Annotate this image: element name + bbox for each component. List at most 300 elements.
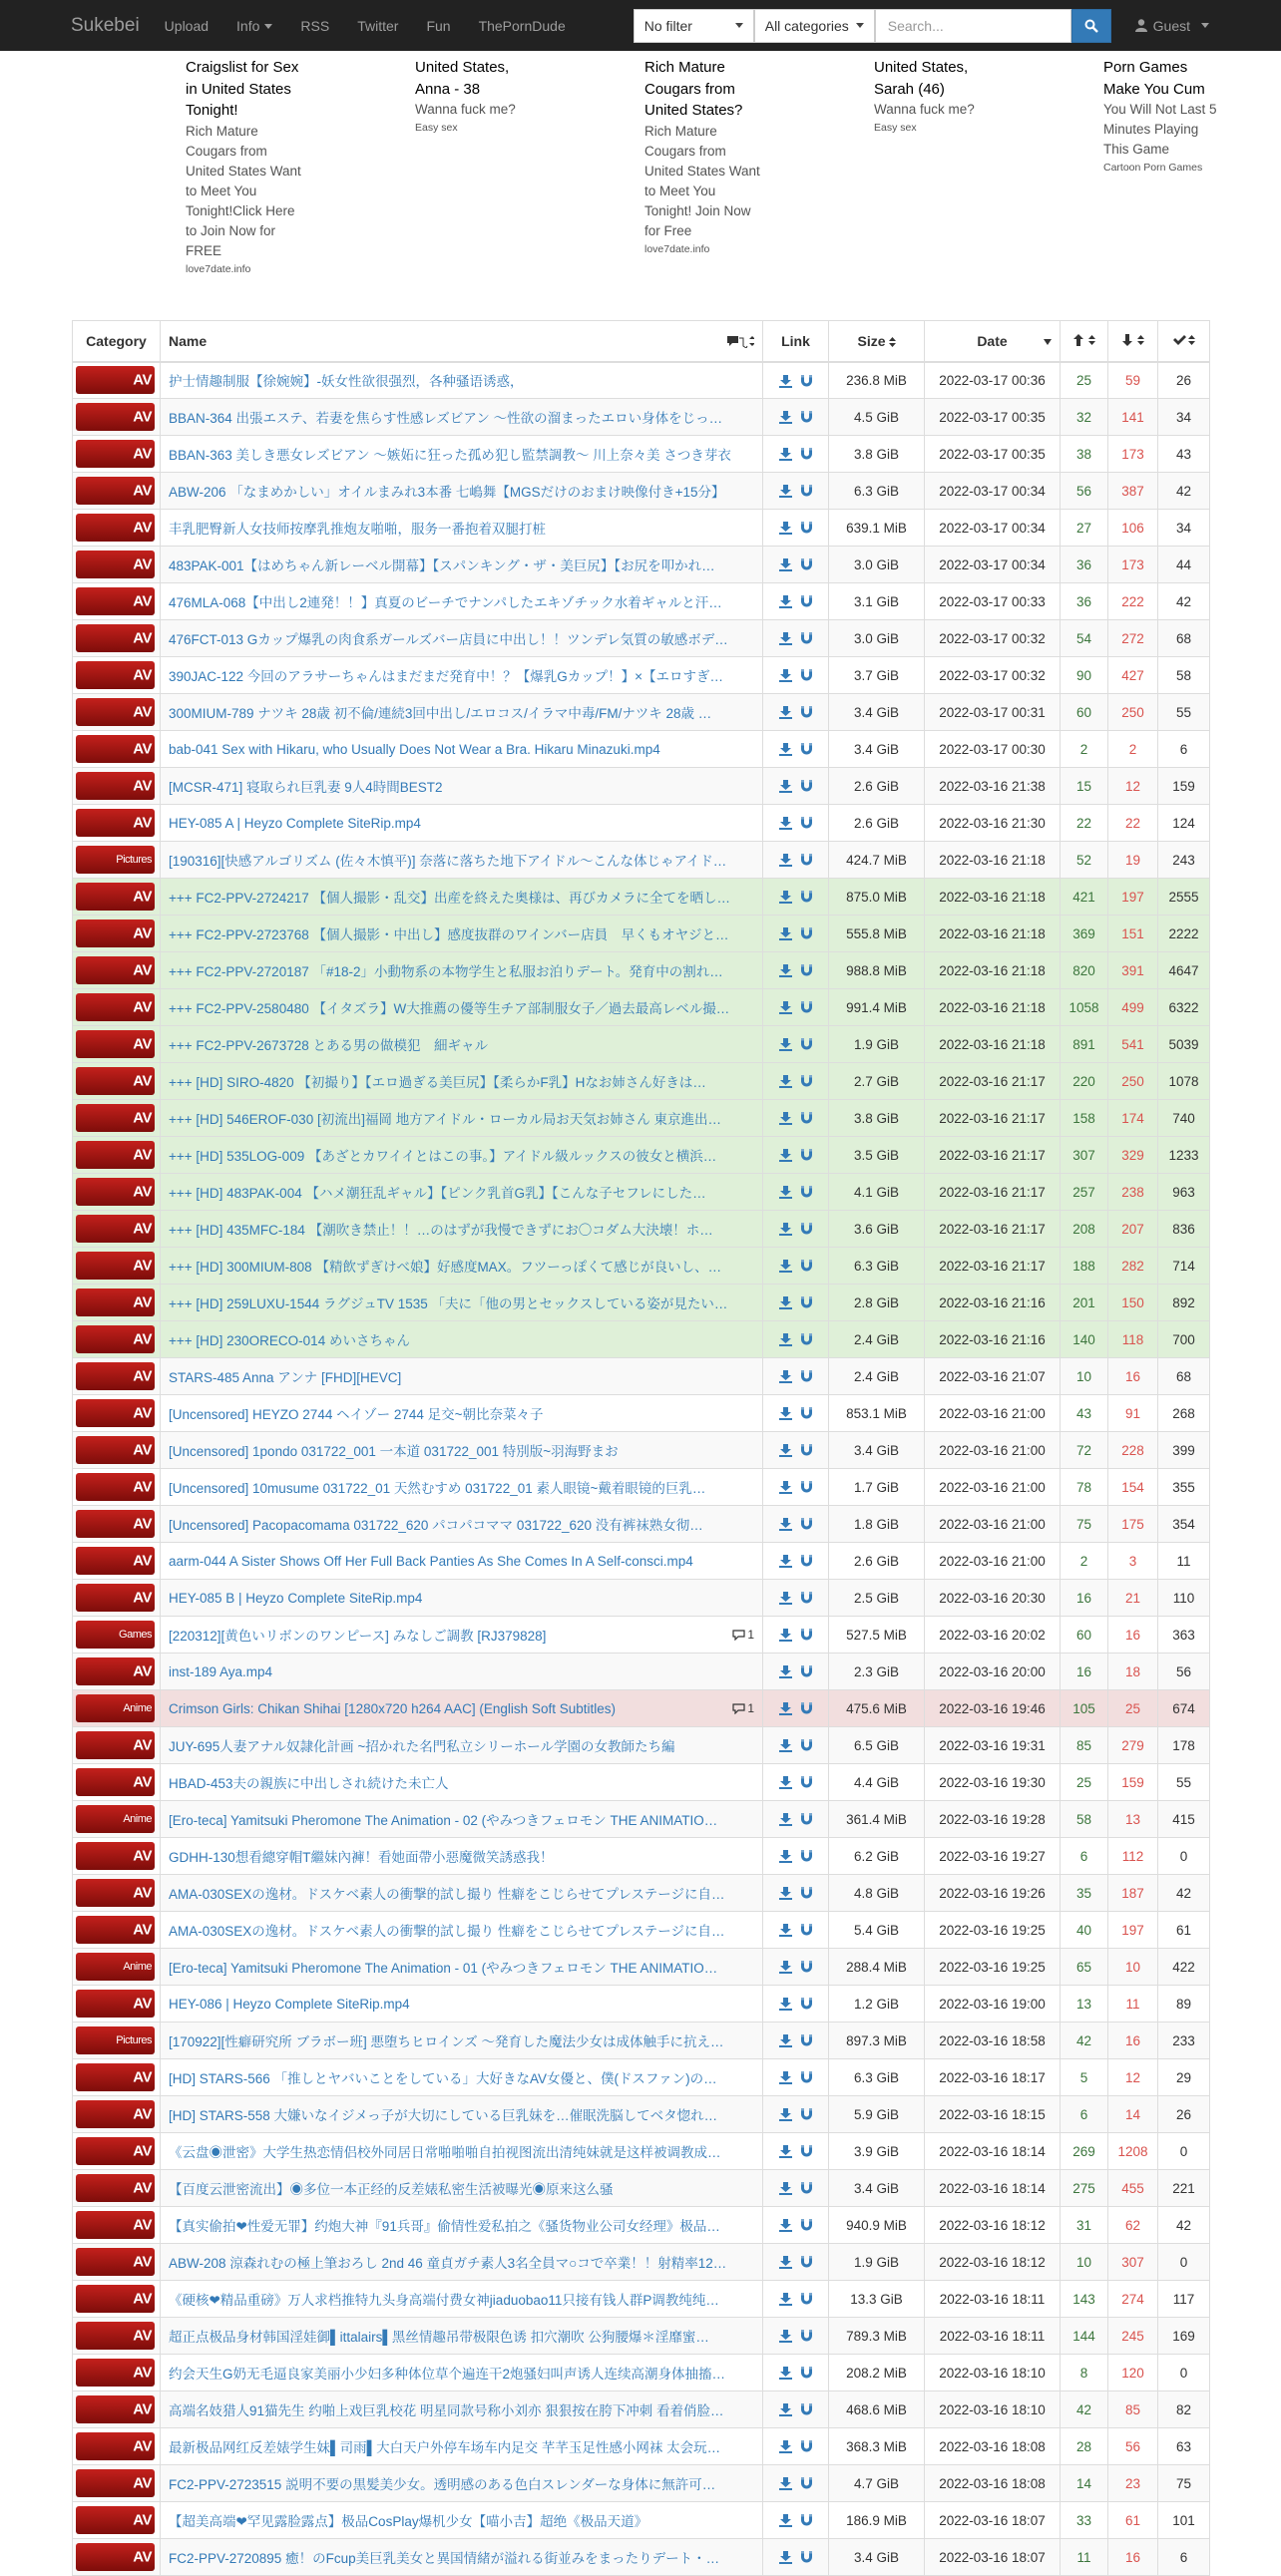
download-torrent-link[interactable]	[775, 890, 796, 905]
magnet-link[interactable]	[796, 1185, 817, 1200]
magnet-link[interactable]	[796, 1222, 817, 1237]
torrent-title-link[interactable]: FC2-PPV-2720895 癒！のFcup美巨乳美女と異国情緒が溢れる街並みをまったりデート・…	[169, 2551, 720, 2566]
name-cell	[161, 1137, 763, 1174]
category-select[interactable]	[754, 9, 875, 43]
download-torrent-link[interactable]	[775, 2144, 796, 2159]
filter-select[interactable]	[634, 9, 754, 43]
torrent-title-link[interactable]: [HD] STARS-566 「推しとヤバいことをしている」大好きなAV女優と、僕(ドスファン)の…	[169, 2071, 717, 2086]
torrent-title-link[interactable]: HEY-085 B | Heyzo Complete SiteRip.mp4	[169, 1590, 423, 1606]
category-badge[interactable]	[76, 440, 155, 468]
magnet-icon	[800, 558, 813, 571]
torrent-title-link[interactable]: 护士情趣制服【徐婉婉】-妖女性欲很强烈，各种骚语诱惑，	[169, 374, 524, 390]
name-cell	[161, 1248, 763, 1285]
category-badge[interactable]	[76, 1288, 155, 1316]
torrent-title-link[interactable]: +++ [HD] 300MIUM-808 【精飲ずぎけべ娘】好感度MAX。フツーっぽくて感じが良いし、…	[169, 1260, 722, 1275]
category-badge[interactable]	[76, 1805, 155, 1833]
torrent-title-link[interactable]: GDHH-130想看總穿帽T繼妹內褲！看她面帶小惡魔微笑誘惑我！	[169, 1850, 554, 1865]
category-badge[interactable]	[76, 1584, 155, 1612]
download-torrent-link[interactable]	[775, 1997, 796, 2012]
magnet-link[interactable]	[796, 1554, 817, 1569]
download-torrent-link[interactable]	[775, 853, 796, 868]
header-size[interactable]	[829, 321, 925, 362]
download-torrent-link[interactable]	[775, 1701, 796, 1716]
torrent-title-link[interactable]: [170922][性癖研究所 ブラボー班] 悪堕ちヒロインズ ～発育した魔法少女は成体触手に抗え…	[169, 2034, 724, 2049]
magnet-link[interactable]	[796, 1332, 817, 1347]
download-torrent-link[interactable]	[775, 594, 796, 609]
category-cell	[73, 2170, 161, 2207]
torrent-title-link[interactable]: JUY-695人妻アナル奴隷化計画 ~招かれた名門私立シリーホール学園の女教師たち編	[169, 1739, 675, 1754]
ad-banner	[0, 51, 1281, 320]
nav-upload[interactable]: Upload	[164, 17, 210, 34]
torrent-title-link[interactable]: [Uncensored] 10musume 031722_01 天然むすめ 031722_01 素人眼镜~戴着眼镜的巨乳…	[169, 1481, 706, 1496]
download-torrent-link[interactable]	[775, 2070, 796, 2085]
magnet-link[interactable]	[796, 1849, 817, 1864]
category-badge[interactable]	[76, 514, 155, 542]
magnet-link[interactable]	[796, 2366, 817, 2381]
size-cell: 4.5 GiB	[829, 399, 925, 436]
category-badge[interactable]	[76, 1215, 155, 1243]
torrent-title-link[interactable]: 高端名妓猎人91猫先生 约啪上戏巨乳校花 明星同款号称小刘亦 狠狠按在胯下冲刺 看着俏脸…	[169, 2403, 724, 2418]
torrent-title-link[interactable]: [Ero-teca] Yamitsuki Pheromone The Animation - 02 (やみつきフェロモン THE ANIMATIO…	[169, 1813, 718, 1828]
magnet-link[interactable]	[796, 1886, 817, 1901]
magnet-link[interactable]	[796, 1406, 817, 1421]
ad-item[interactable]	[874, 57, 994, 134]
magnet-link[interactable]	[796, 2070, 817, 2085]
download-torrent-link[interactable]	[775, 1443, 796, 1458]
torrent-title-link[interactable]: [190316][快感アルゴリズム (佐々木慎平)] 奈落に落ちた地下アイドル～こんな体じゃアイド…	[169, 854, 727, 869]
torrent-title-link[interactable]: [Uncensored] Pacopacomama 031722_620 パコパコママ 031722_620 没有裤袜熟女彻…	[169, 1518, 703, 1533]
category-badge[interactable]	[76, 2211, 155, 2239]
magnet-link[interactable]	[796, 1628, 817, 1643]
magnet-link[interactable]	[796, 2292, 817, 2307]
magnet-link[interactable]	[796, 1923, 817, 1938]
torrent-title-link[interactable]: bab-041 Sex with Hikaru, who Usually Does Not Wear a Bra. Hikaru Minazuki.mp4	[169, 741, 660, 757]
comment-icon	[732, 1630, 745, 1641]
torrent-title-link[interactable]: [Ero-teca] Yamitsuki Pheromone The Animation - 01 (やみつきフェロモン THE ANIMATIO…	[169, 1961, 718, 1976]
nav-theporndude[interactable]: ThePornDude	[478, 17, 566, 34]
download-torrent-link[interactable]	[775, 1480, 796, 1495]
magnet-link[interactable]	[796, 1812, 817, 1827]
torrent-title-link[interactable]: Crimson Girls: Chikan Shihai [1280x720 h264 AAC] (English Soft Subtitles)	[169, 1700, 616, 1716]
header-leechers[interactable]	[1108, 321, 1158, 362]
category-badge[interactable]	[76, 661, 155, 689]
torrent-title-link[interactable]: +++ [HD] 535LOG-009 【あざとカワイイとはこの事。】アイドル級ルックスの彼女と横浜…	[169, 1149, 717, 1164]
download-torrent-link[interactable]	[775, 1148, 796, 1163]
download-torrent-link[interactable]	[775, 1886, 796, 1901]
magnet-link[interactable]	[796, 853, 817, 868]
magnet-link[interactable]	[796, 1997, 817, 2012]
magnet-link[interactable]	[796, 2107, 817, 2122]
download-torrent-link[interactable]	[775, 2107, 796, 2122]
magnet-link[interactable]	[796, 1480, 817, 1495]
download-torrent-link[interactable]	[775, 816, 796, 831]
torrent-title-link[interactable]: [HD] STARS-558 大嫌いなイジメっ子が大切にしている巨乳妹を…催眠洗脳してベタ惚れ…	[169, 2108, 718, 2123]
completed-cell: 363	[1158, 1617, 1210, 1654]
download-torrent-link[interactable]	[775, 2513, 796, 2528]
magnet-link[interactable]	[796, 2218, 817, 2233]
magnet-link[interactable]	[796, 1775, 817, 1790]
category-label: AV	[133, 1404, 152, 1422]
torrent-title-link[interactable]: +++ FC2-PPV-2720187 「#18-2」小動物系の本物学生と私服お泊りデート。発育中の割れ…	[169, 964, 723, 979]
category-badge[interactable]	[76, 1657, 155, 1685]
table-row	[73, 1137, 1210, 1174]
download-torrent-link[interactable]	[775, 1812, 796, 1827]
torrent-title-link[interactable]: ABW-208 涼森れむの極上筆おろし 2nd 46 童貞ガチ素人3名全員マ○コで卒業！！射精率12…	[169, 2256, 727, 2271]
category-badge[interactable]	[76, 846, 155, 874]
category-badge[interactable]	[76, 1953, 155, 1981]
magnet-link[interactable]	[796, 2255, 817, 2270]
category-badge[interactable]	[76, 551, 155, 578]
torrent-title-link[interactable]: 390JAC-122 今回のアラサーちゃんはまだまだ発育中！？【爆乳Gカップ！】×【エロすぎ…	[169, 669, 724, 684]
torrent-title-link[interactable]: AMA-030SEXの逸材。ドスケベ素人の衝撃的試し撮り 性癖をこじらせてプレステージに自…	[169, 1924, 725, 1939]
magnet-link[interactable]	[796, 2329, 817, 2344]
category-badge[interactable]	[76, 2395, 155, 2423]
torrent-title-link[interactable]: 【真实偷拍❤性爱无罪】约炮大神『91兵哥』偷情性爱私拍之《骚货物业公司女经理》极品…	[169, 2219, 720, 2234]
leechers-cell: 112	[1108, 1838, 1158, 1875]
category-badge[interactable]	[76, 2248, 155, 2276]
category-badge[interactable]	[76, 1030, 155, 1058]
comments-sort-icon[interactable]	[726, 334, 754, 351]
download-torrent-link[interactable]	[775, 1369, 796, 1384]
category-badge[interactable]	[76, 1067, 155, 1095]
download-torrent-link[interactable]	[775, 2181, 796, 2196]
torrent-title-link[interactable]: +++ [HD] 259LUXU-1544 ラグジュTV 1535 「夫に「他の男とセックスしている姿が見たい…	[169, 1296, 728, 1311]
magnet-link[interactable]	[796, 1369, 817, 1384]
torrent-title-link[interactable]: inst-189 Aya.mp4	[169, 1663, 273, 1679]
download-torrent-link[interactable]	[775, 2329, 796, 2344]
search-button[interactable]	[1071, 9, 1111, 43]
torrent-title-link[interactable]: 超正点极品身材韩国淫娃御▌ittalairs▌黑丝情趣吊带极限色诱 扣穴潮吹 公狗腰爆＊淫靡蜜…	[169, 2330, 709, 2345]
download-torrent-link[interactable]	[775, 1849, 796, 1864]
torrent-title-link[interactable]: 最新极品网红反差婊学生妹▌司雨▌大白天户外停车场车内足交 芊芊玉足性感小网袜 太会玩…	[169, 2440, 721, 2455]
category-cell	[73, 1432, 161, 1469]
user-menu[interactable]	[1135, 18, 1209, 34]
magnet-link[interactable]	[796, 963, 817, 978]
torrent-title-link[interactable]: 《云盘◉泄密》大学生热恋情侣校外同居日常啪啪啪自拍视图流出清纯妹就是这样被调教成…	[169, 2145, 721, 2160]
nav-twitter[interactable]: Twitter	[357, 17, 399, 34]
download-torrent-link[interactable]	[775, 447, 796, 462]
download-torrent-link[interactable]	[775, 1628, 796, 1643]
magnet-icon	[800, 1481, 813, 1494]
category-badge[interactable]	[76, 2174, 155, 2202]
magnet-link[interactable]	[796, 557, 817, 572]
magnet-link[interactable]	[796, 2033, 817, 2048]
magnet-link[interactable]	[796, 890, 817, 905]
magnet-link[interactable]	[796, 1037, 817, 1052]
comments-link[interactable]	[732, 1701, 754, 1715]
download-torrent-link[interactable]	[775, 2550, 796, 2565]
category-badge[interactable]	[76, 477, 155, 505]
category-badge[interactable]	[76, 1104, 155, 1132]
category-badge[interactable]	[76, 2432, 155, 2460]
magnet-link[interactable]	[796, 594, 817, 609]
torrent-title-link[interactable]: +++ FC2-PPV-2580480 【イタズラ】W大推薦の優等生チア部制服女子／過去最高レベル撮…	[169, 1001, 730, 1016]
download-torrent-link[interactable]	[775, 2402, 796, 2417]
magnet-icon	[800, 2034, 813, 2047]
download-torrent-link[interactable]	[775, 1295, 796, 1310]
date-cell: 2022-03-17 00:30	[925, 731, 1061, 768]
category-badge[interactable]	[76, 1473, 155, 1501]
download-torrent-link[interactable]	[775, 1554, 796, 1569]
category-label: AV	[133, 1736, 152, 1754]
magnet-link[interactable]	[796, 631, 817, 646]
category-badge[interactable]	[76, 1916, 155, 1944]
torrent-title-link[interactable]: ABW-206 「なまめかしい」オイルまみれ3本番 七嶋舞【MGSだけのおまけ映像付き+15分】	[169, 485, 725, 500]
header-completed[interactable]	[1158, 321, 1210, 362]
category-badge[interactable]	[76, 1510, 155, 1538]
magnet-link[interactable]	[796, 1517, 817, 1532]
torrent-title-link[interactable]: 【超美高端❤罕见露脸露点】极品CosPlay爆机少女【喵小吉】超绝《极品天道》	[169, 2514, 648, 2529]
category-badge[interactable]	[76, 2359, 155, 2387]
download-torrent-link[interactable]	[775, 2439, 796, 2454]
torrent-title-link[interactable]: 【百度云泄密流出】◉多位一本正经的反差婊私密生活被曝光◉原来这么骚	[169, 2182, 614, 2197]
header-date[interactable]	[925, 321, 1061, 362]
torrent-title-link[interactable]: +++ [HD] 435MFC-184 【潮吹き禁止！！…のはずが我慢できずにお〇コダム大決壊！ホ…	[169, 1223, 713, 1238]
magnet-icon	[800, 1813, 813, 1826]
download-torrent-link[interactable]	[775, 410, 796, 425]
magnet-link[interactable]	[796, 779, 817, 794]
torrent-title-link[interactable]: +++ [HD] 230ORECO-014 めいさちゃん	[169, 1333, 410, 1348]
nav-info[interactable]	[236, 18, 272, 34]
download-torrent-link[interactable]	[775, 557, 796, 572]
category-badge[interactable]	[76, 1436, 155, 1464]
category-badge[interactable]	[76, 1621, 155, 1649]
category-badge[interactable]	[76, 1768, 155, 1796]
download-torrent-link[interactable]	[775, 1185, 796, 1200]
download-torrent-link[interactable]	[775, 521, 796, 536]
nav-rss[interactable]: RSS	[300, 17, 330, 34]
download-torrent-link[interactable]	[775, 2255, 796, 2270]
category-badge[interactable]	[76, 1990, 155, 2018]
download-torrent-link[interactable]	[775, 1406, 796, 1421]
brand-link[interactable]: Sukebei	[71, 14, 140, 36]
torrent-title-link[interactable]: [Uncensored] HEYZO 2744 ヘイゾー 2744 足交~朝比奈菜々子	[169, 1407, 544, 1422]
download-torrent-link[interactable]	[775, 1037, 796, 1052]
link-cell	[763, 1580, 829, 1617]
download-torrent-link[interactable]	[775, 2218, 796, 2233]
torrent-title-link[interactable]: 300MIUM-789 ナツキ 28歳 初不倫/連続3回中出し/エロコス/イラマ中毒/FM/ナツキ 28歳 …	[169, 706, 712, 721]
download-torrent-link[interactable]	[775, 1664, 796, 1679]
torrent-title-link[interactable]: +++ FC2-PPV-2723768 【個人撮影・中出し】感度抜群のワインバー店員 早くもオヤジと…	[169, 927, 729, 942]
category-badge[interactable]	[76, 772, 155, 800]
torrent-title-link[interactable]: 约会天生G奶无毛逼良家美丽小少妇多种体位草个遍连干2炮骚妇叫声诱人连续高潮身体抽搐…	[169, 2367, 726, 2382]
header-name[interactable]	[161, 321, 763, 362]
ad-item[interactable]	[1103, 57, 1223, 174]
download-torrent-link[interactable]	[775, 2476, 796, 2491]
category-badge[interactable]	[76, 1362, 155, 1390]
category-badge[interactable]	[76, 920, 155, 947]
seeders-cell: 13	[1061, 1986, 1108, 2023]
category-badge[interactable]	[76, 1141, 155, 1169]
magnet-link[interactable]	[796, 447, 817, 462]
leechers-cell: 12	[1108, 2059, 1158, 2096]
name-cell	[161, 916, 763, 952]
torrent-title-link[interactable]: BBAN-363 美しき悪女レズビアン ～嫉妬に狂った孤め犯し監禁調教～ 川上奈々美 さつき芽衣	[169, 448, 731, 463]
completed-cell: 415	[1158, 1801, 1210, 1838]
torrent-title-link[interactable]: 483PAK-001【はめちゃん新レーベル開幕】【スパンキング・ザ・美巨尻】【お尻を叩かれ…	[169, 558, 715, 573]
torrent-title-link[interactable]: HEY-086 | Heyzo Complete SiteRip.mp4	[169, 1996, 410, 2012]
magnet-link[interactable]	[796, 668, 817, 683]
comments-link[interactable]	[732, 1628, 754, 1642]
magnet-link[interactable]	[796, 1960, 817, 1975]
magnet-link[interactable]	[796, 1111, 817, 1126]
magnet-icon	[800, 1260, 813, 1273]
download-torrent-link[interactable]	[775, 2292, 796, 2307]
category-badge[interactable]	[76, 1325, 155, 1353]
download-torrent-link[interactable]	[775, 963, 796, 978]
category-badge[interactable]	[76, 2469, 155, 2497]
download-torrent-link[interactable]	[775, 631, 796, 646]
download-icon	[779, 2293, 792, 2306]
torrent-title-link[interactable]: aarm-044 A Sister Shows Off Her Full Back Panties As She Comes In A Self-consci.mp4	[169, 1553, 693, 1569]
torrent-title-link[interactable]: HBAD-453夫の親族に中出しされ続けた未亡人	[169, 1776, 449, 1791]
link-cell	[763, 2465, 829, 2502]
magnet-link[interactable]	[796, 2550, 817, 2565]
download-torrent-link[interactable]	[775, 484, 796, 499]
category-badge[interactable]	[76, 2506, 155, 2534]
category-badge[interactable]	[76, 698, 155, 726]
download-torrent-link[interactable]	[775, 2366, 796, 2381]
category-badge[interactable]	[76, 809, 155, 837]
download-torrent-link[interactable]	[775, 1000, 796, 1015]
category-badge[interactable]	[76, 2285, 155, 2313]
torrent-title-link[interactable]: STARS-485 Anna アンナ [FHD][HEVC]	[169, 1370, 402, 1385]
magnet-link[interactable]	[796, 410, 817, 425]
magnet-link[interactable]	[796, 1443, 817, 1458]
magnet-link[interactable]	[796, 742, 817, 757]
magnet-link[interactable]	[796, 1074, 817, 1089]
torrent-title-link[interactable]: 476MLA-068【中出し2連発！！】真夏のビーチでナンパしたエキゾチック水着ギャルと汗…	[169, 595, 722, 610]
download-torrent-link[interactable]	[775, 1923, 796, 1938]
torrent-title-link[interactable]: +++ FC2-PPV-2724217 【個人撮影・乱交】出産を終えた奥様は、再びカメラに全てを晒し…	[169, 891, 730, 906]
torrent-title-link[interactable]: 丰乳肥臀新人女技师按摩乳推炮友啪啪，服务一番抱着双腿打桩	[169, 522, 546, 537]
magnet-link[interactable]	[796, 1259, 817, 1274]
magnet-link[interactable]	[796, 1295, 817, 1310]
category-badge[interactable]	[76, 883, 155, 911]
download-torrent-link[interactable]	[775, 926, 796, 941]
download-torrent-link[interactable]	[775, 1222, 796, 1237]
category-badge[interactable]	[76, 587, 155, 615]
category-badge[interactable]	[76, 2063, 155, 2091]
download-torrent-link[interactable]	[775, 1591, 796, 1606]
category-badge[interactable]	[76, 2137, 155, 2165]
category-badge[interactable]	[76, 2100, 155, 2128]
category-badge[interactable]	[76, 956, 155, 984]
category-badge[interactable]	[76, 2543, 155, 2571]
download-torrent-link[interactable]	[775, 1074, 796, 1089]
torrent-title-link[interactable]: AMA-030SEXの逸材。ドスケベ素人の衝撃的試し撮り 性癖をこじらせてプレステージに自…	[169, 1887, 725, 1902]
category-cell	[73, 1026, 161, 1063]
category-label: AV	[133, 1515, 152, 1533]
download-torrent-link[interactable]	[775, 1960, 796, 1975]
table-row	[73, 916, 1210, 952]
magnet-link[interactable]	[796, 926, 817, 941]
torrent-title-link[interactable]: +++ [HD] 483PAK-004 【ハメ潮狂乱ギャル】【ピンク乳首G乳】【こんな子セフレにした…	[169, 1186, 706, 1201]
download-torrent-link[interactable]	[775, 705, 796, 720]
torrent-title-link[interactable]: FC2-PPV-2723515 説明不要の黒髪美少女。透明感のある色白スレンダーな身体に無許可…	[169, 2477, 716, 2492]
magnet-link[interactable]	[796, 521, 817, 536]
category-badge[interactable]	[76, 2322, 155, 2350]
magnet-link[interactable]	[796, 2402, 817, 2417]
nav-fun[interactable]: Fun	[426, 17, 451, 34]
name-cell	[161, 1764, 763, 1801]
magnet-link[interactable]	[796, 1591, 817, 1606]
magnet-link[interactable]	[796, 2476, 817, 2491]
magnet-link[interactable]	[796, 1701, 817, 1716]
magnet-link[interactable]	[796, 1148, 817, 1163]
category-badge[interactable]	[76, 624, 155, 652]
download-torrent-link[interactable]	[775, 1111, 796, 1126]
torrent-title-link[interactable]: +++ [HD] 546EROF-030 [初流出]福岡 地方アイドル・ローカル局お天気お姉さん 東京進出…	[169, 1112, 721, 1127]
magnet-link[interactable]	[796, 2513, 817, 2528]
torrent-title-link[interactable]: BBAN-364 出張エステ、若妻を焦らす性感レズビアン ～性欲の溜まったエロい身体をじっ…	[169, 411, 723, 426]
download-torrent-link[interactable]	[775, 1332, 796, 1347]
download-icon	[779, 1518, 792, 1531]
category-badge[interactable]	[76, 1399, 155, 1427]
category-badge[interactable]	[76, 1731, 155, 1759]
category-badge[interactable]	[76, 1547, 155, 1575]
magnet-link[interactable]	[796, 705, 817, 720]
download-torrent-link[interactable]	[775, 2033, 796, 2048]
ad-item[interactable]	[186, 57, 305, 275]
category-cell	[73, 768, 161, 805]
category-badge[interactable]	[76, 2026, 155, 2054]
torrent-title-link[interactable]: [Uncensored] 1pondo 031722_001 一本道 031722_001 特別版~羽海野まお	[169, 1444, 619, 1459]
download-torrent-link[interactable]	[775, 1259, 796, 1274]
category-badge[interactable]	[76, 1252, 155, 1280]
category-cell	[73, 989, 161, 1026]
seeders-cell: 33	[1061, 2502, 1108, 2539]
torrent-title-link[interactable]: [220312][黄色いリボンのワンピース] みなしご調教 [RJ379828]	[169, 1629, 547, 1644]
download-torrent-link[interactable]	[775, 779, 796, 794]
download-torrent-link[interactable]	[775, 1517, 796, 1532]
category-badge[interactable]	[76, 1178, 155, 1206]
torrent-title-link[interactable]: [MCSR-471] 寝取られ巨乳妻 9人4時間BEST2	[169, 780, 443, 795]
torrent-title-link[interactable]: +++ [HD] SIRO-4820 【初撮り】【エロ過ぎる美巨尻】【柔らかF乳】Hなお姉さん好きは…	[169, 1075, 706, 1090]
category-badge[interactable]	[76, 735, 155, 763]
torrent-title-link[interactable]: 476FCT-013 Gカップ爆乳の肉食系ガールズバー店員に中出し！！ツンデレ気質の敏感ボデ…	[169, 632, 728, 647]
ad-item[interactable]	[415, 57, 535, 134]
category-badge[interactable]	[76, 1694, 155, 1722]
category-badge[interactable]	[76, 366, 155, 394]
torrent-title-link[interactable]: 《硬核❤精品重磅》万人求档推特九头身高端付费女神jiaduobao11只接有钱人群P调教纯纯…	[169, 2293, 719, 2308]
torrent-title-link[interactable]: HEY-085 A | Heyzo Complete SiteRip.mp4	[169, 815, 421, 831]
download-torrent-link[interactable]	[775, 668, 796, 683]
category-badge[interactable]	[76, 403, 155, 431]
header-seeders[interactable]	[1061, 321, 1108, 362]
magnet-link[interactable]	[796, 484, 817, 499]
completed-cell: 355	[1158, 1469, 1210, 1506]
ad-item[interactable]	[644, 57, 764, 255]
download-torrent-link[interactable]	[775, 373, 796, 388]
magnet-link[interactable]	[796, 1738, 817, 1753]
torrent-title-link[interactable]: +++ FC2-PPV-2673728 とある男の做模犯 細ギャル	[169, 1038, 488, 1053]
download-torrent-link[interactable]	[775, 1775, 796, 1790]
magnet-link[interactable]	[796, 2144, 817, 2159]
download-torrent-link[interactable]	[775, 742, 796, 757]
magnet-link[interactable]	[796, 2181, 817, 2196]
category-badge[interactable]	[76, 993, 155, 1021]
category-badge[interactable]	[76, 1842, 155, 1870]
magnet-link[interactable]	[796, 1000, 817, 1015]
magnet-link[interactable]	[796, 373, 817, 388]
magnet-link[interactable]	[796, 2439, 817, 2454]
search-input[interactable]: Search...	[875, 9, 1071, 43]
download-torrent-link[interactable]	[775, 1738, 796, 1753]
magnet-link[interactable]	[796, 1664, 817, 1679]
magnet-link[interactable]	[796, 816, 817, 831]
category-badge[interactable]	[76, 1879, 155, 1907]
